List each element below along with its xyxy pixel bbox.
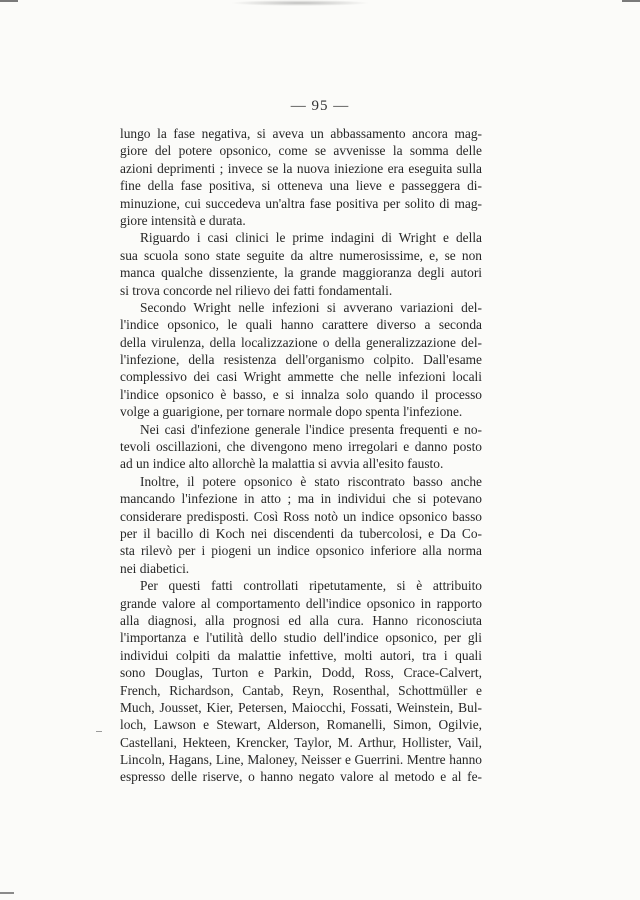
text-line: Castellani, Hekteen, Krencker, Taylor, M. Arthur, Hollister, Vail, [120, 734, 482, 750]
text-line: mancando l'infezione in atto ; ma in individui che si potevano [120, 491, 482, 507]
scan-margin-tick [96, 731, 102, 732]
text-line: sta rilevò per i piogeni un indice opsonico inferiore alla norma [120, 543, 482, 559]
text-line: si trova concorde nel rilievo dei fatti fondamentali. [120, 282, 393, 298]
text-line: alla diagnosi, alla prognosi ed alla cura. Hanno riconosciuta [120, 612, 482, 628]
text-line: Nei casi d'infezione generale l'indice presenta frequenti e no- [140, 421, 482, 437]
text-line: sono Douglas, Turton e Parkin, Dodd, Ross, Crace-Calvert, [120, 665, 482, 681]
scan-edge-mark-bottom [0, 892, 14, 894]
paragraph [120, 421, 482, 473]
scan-edge-mark-right [622, 0, 640, 2]
text-line: nei diabetici. [120, 560, 190, 576]
paragraph [120, 229, 482, 299]
text-line: tevoli oscillazioni, che divengono meno irregolari e danno posto [120, 439, 482, 455]
body-text [120, 125, 482, 786]
text-line: l'importanza e l'utilità dello studio dell'indice opsonico, per gli [120, 630, 482, 646]
text-line: Inoltre, il potere opsonico è stato riscontrato basso anche [140, 473, 482, 489]
text-line: giore del potere opsonico, come se avvenisse la somma delle [120, 143, 482, 159]
text-line: volge a guarigione, per tornare normale dopo spenta l'infezione. [120, 404, 463, 420]
paragraph [120, 299, 482, 421]
text-line: Riguardo i casi clinici le prime indagini di Wright e della [140, 230, 482, 246]
text-line: della virulenza, della localizzazione o della generalizzazione del- [120, 334, 482, 350]
text-line: grande valore al comportamento dell'indice opsonico in rapporto [120, 595, 482, 611]
scan-smudge [230, 0, 370, 6]
text-line: azioni deprimenti ; invece se la nuova iniezione era eseguita sulla [120, 160, 482, 176]
paragraph [120, 473, 482, 577]
text-line: individui colpiti da malattie infettive, molti autori, tra i quali [120, 647, 482, 663]
text-line: French, Richardson, Cantab, Reyn, Rosenthal, Schottmüller e [120, 682, 482, 698]
text-line: Per questi fatti controllati ripetutamente, si è attribuito [140, 578, 482, 594]
page-number: — 95 — [290, 98, 350, 114]
text-line: espresso delle riserve, o hanno negato valore al metodo e al fe- [120, 769, 482, 785]
text-line: sua scuola sono state seguite da altre numerosissime, e, se non [120, 247, 482, 263]
text-line: minuzione, cui succedeva un'altra fase positiva per solito di mag- [120, 195, 482, 211]
paragraph [120, 125, 482, 229]
paragraph [120, 577, 482, 786]
text-line: complessivo dei casi Wright ammette che nelle infezioni locali [120, 369, 482, 385]
text-line: Secondo Wright nelle infezioni si avverano variazioni del- [140, 299, 482, 315]
text-line: loch, Lawson e Stewart, Alderson, Romanelli, Simon, Ogilvie, [120, 717, 482, 733]
scan-edge-mark-left [0, 0, 18, 2]
text-line: ad un indice alto allorchè la malattia si avvia all'esito fausto. [120, 456, 444, 472]
text-line: fine della fase positiva, si otteneva una lieve e passeggera di- [120, 178, 482, 194]
text-line: manca qualche dissenziente, la grande maggioranza degli autori [120, 265, 482, 281]
text-line: giore intensità e durata. [120, 212, 246, 228]
text-line: l'infezione, della resistenza dell'organismo colpito. Dall'esame [120, 352, 482, 368]
text-line: lungo la fase negativa, si aveva un abbassamento ancora mag- [120, 126, 482, 141]
text-line: l'indice opsonico, le quali hanno carattere diverso a seconda [120, 317, 482, 333]
text-line: per il bacillo di Koch nei discendenti da tubercolosi, e Da Co- [120, 525, 482, 541]
text-line: considerare predisposti. Così Ross notò un indice opsonico basso [120, 508, 482, 524]
text-line: Much, Jousset, Kier, Petersen, Maiocchi, Fossati, Weinstein, Bul- [120, 699, 482, 715]
text-line: Lincoln, Hagans, Line, Maloney, Neisser e Guerrini. Mentre hanno [120, 752, 482, 768]
text-line: l'indice opsonico è basso, e si innalza solo quando il processo [120, 386, 482, 402]
